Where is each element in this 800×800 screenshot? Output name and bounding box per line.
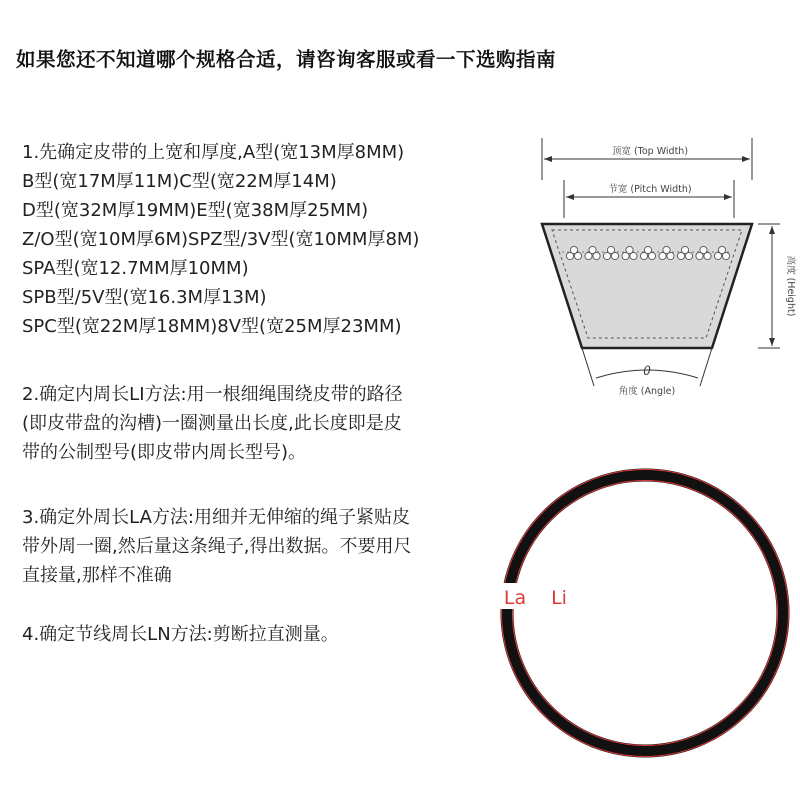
step-1-line: Z/O型(宽10M厚6M)SPZ型/3V型(宽10MM厚8M) xyxy=(22,229,420,250)
outer-length-label: La xyxy=(503,587,527,609)
belt-cord xyxy=(626,246,633,253)
step-4-line: 4.确定节线周长LN方法:剪断拉直测量。 xyxy=(22,624,339,645)
angle-label: 角度 (Angle) xyxy=(618,386,676,397)
belt-cord xyxy=(718,246,725,253)
height-label: 高度 (Height) xyxy=(785,255,796,317)
arrow-left-icon xyxy=(544,156,552,162)
angle-side-right xyxy=(700,348,712,386)
inner-length-label: Li xyxy=(551,587,567,609)
step-1-line: SPC型(宽22M厚18MM)8V型(宽25M厚23MM) xyxy=(22,316,402,337)
arrow-left-icon xyxy=(566,194,574,200)
step-2-inner-length xyxy=(22,380,403,467)
angle-symbol: θ xyxy=(643,364,651,378)
step-2-line: 2.确定内周长LI方法:用一根细绳围绕皮带的路径 xyxy=(22,384,403,405)
belt-section-shape xyxy=(542,224,752,348)
belt-ring-diagram xyxy=(490,458,800,768)
belt-cord xyxy=(644,246,651,253)
step-3-outer-length xyxy=(22,503,411,590)
pitch-width-label: 节宽 (Pitch Width) xyxy=(608,184,692,195)
inner-length-line xyxy=(513,481,778,746)
step-4-pitch-length xyxy=(22,620,339,649)
belt-cord xyxy=(570,246,577,253)
step-1-line: 1.先确定皮带的上宽和厚度,A型(宽13M厚8MM) xyxy=(22,142,405,163)
step-1-line: B型(宽17M厚11M)C型(宽22M厚14M) xyxy=(22,171,337,192)
belt-ring xyxy=(507,475,783,751)
belt-cord xyxy=(700,246,707,253)
step-2-line: 带的公制型号(即皮带内周长型号)。 xyxy=(22,442,307,463)
top-width-label: 顶宽 (Top Width) xyxy=(611,146,689,157)
belt-cross-section-diagram xyxy=(530,130,800,410)
belt-cord xyxy=(607,246,614,253)
step-3-line: 3.确定外周长LA方法:用细并无伸缩的绳子紧贴皮 xyxy=(22,507,410,528)
step-3-line: 直接量,那样不准确 xyxy=(22,565,172,586)
belt-cord xyxy=(663,246,670,253)
step-1-line: SPA型(宽12.7MM厚10MM) xyxy=(22,258,249,279)
arrow-up-icon xyxy=(769,226,775,234)
angle-side-left xyxy=(582,348,594,386)
arrow-right-icon xyxy=(724,194,732,200)
step-2-line: (即皮带盘的沟槽)一圈测量出长度,此长度即是皮 xyxy=(22,413,402,434)
belt-cord xyxy=(681,246,688,253)
page-title: 如果您还不知道哪个规格合适，请咨询客服或看一下选购指南 xyxy=(16,48,557,71)
arrow-down-icon xyxy=(769,338,775,346)
step-1-line: SPB型/5V型(宽16.3M厚13M) xyxy=(22,287,267,308)
step-1-line: D型(宽32M厚19MM)E型(宽38M厚25MM) xyxy=(22,200,369,221)
arrow-right-icon xyxy=(742,156,750,162)
step-3-line: 带外周一圈,然后量这条绳子,得出数据。不要用尺 xyxy=(22,536,412,557)
step-1-belt-types xyxy=(22,138,419,341)
belt-cord xyxy=(589,246,596,253)
